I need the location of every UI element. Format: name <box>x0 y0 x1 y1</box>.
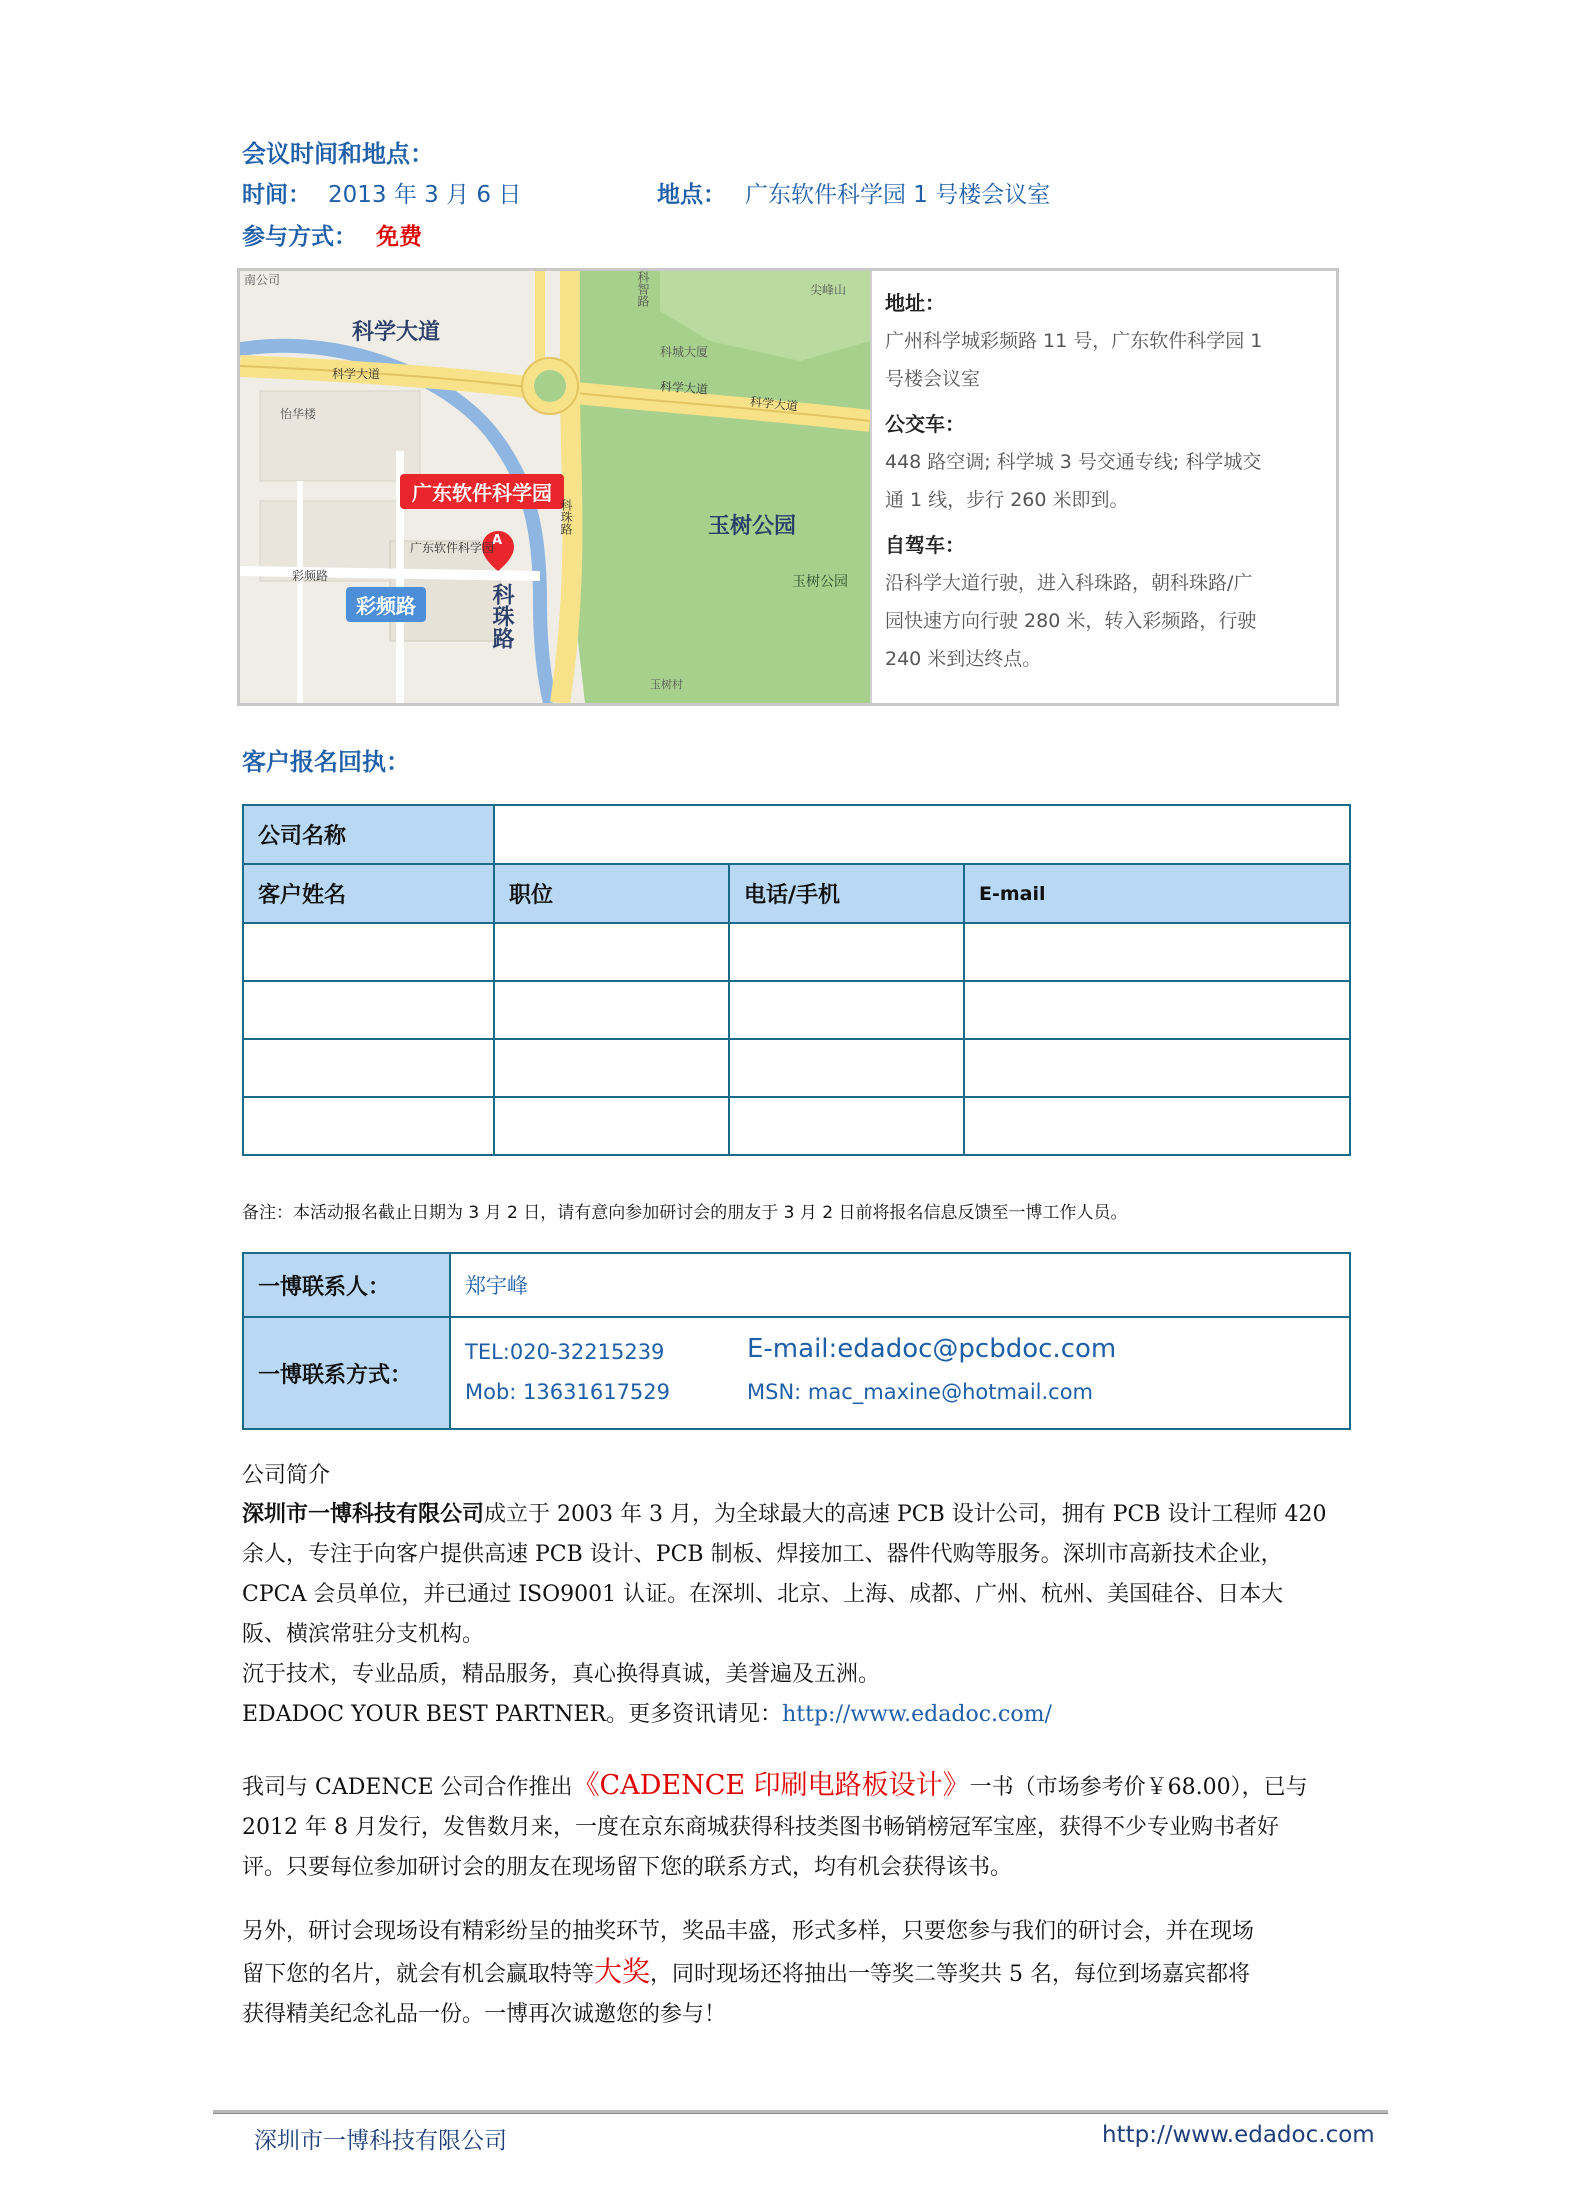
lottery-grand-prize: 大奖 <box>594 1955 651 1988</box>
col-phone: 电话/手机 <box>729 864 964 923</box>
cell-email[interactable] <box>964 1039 1350 1097</box>
col-email: E-mail <box>964 864 1350 923</box>
location-box <box>237 268 1339 706</box>
road-caipin <box>240 571 540 576</box>
mode-value: 免费 <box>376 224 422 250</box>
map-label-kezhi: 科智路 <box>636 271 650 307</box>
contact-table <box>242 1252 1351 1430</box>
address-label: 地址： <box>885 291 945 315</box>
contact-method-label: 一博联系方式： <box>243 1317 450 1429</box>
map-label-yushu-small: 玉树公园 <box>792 574 848 590</box>
map-label-kecheng-dasha: 科城大厦 <box>660 345 709 359</box>
book-title: 《CADENCE 印刷电路板设计》 <box>572 1770 970 1801</box>
time-value: 2013 年 3 月 6 日 <box>328 182 522 208</box>
intro-p3-text: EDADOC YOUR BEST PARTNER。更多资讯请见： <box>242 1702 783 1727</box>
car-label: 自驾车： <box>885 533 965 557</box>
cell-email[interactable] <box>964 923 1350 981</box>
map-label-park-small: 广东软件科学园 <box>410 541 495 555</box>
map-label-yihualou: 怡华楼 <box>280 407 317 421</box>
cell-position[interactable] <box>494 1097 729 1155</box>
map-label-yushu-park: 玉树公园 <box>708 514 797 539</box>
car-line-3: 240 米到达终点。 <box>885 648 1042 670</box>
table-row <box>243 981 1350 1039</box>
intro-paragraph-1 <box>242 1494 1362 1735</box>
lottery-line-2-pre: 留下您的名片，就会有机会赢取特等 <box>242 1962 595 1987</box>
car-line-2: 园快速方向行驶 280 米，转入彩频路，行驶 <box>885 610 1257 632</box>
map-badge-park: 广东软件科学园 <box>400 474 564 509</box>
location-map <box>240 271 872 703</box>
bus-line-2: 通 1 线，步行 260 米即到。 <box>885 489 1129 511</box>
cell-position[interactable] <box>494 923 729 981</box>
table-row <box>243 1097 1350 1155</box>
cell-phone[interactable] <box>729 1039 964 1097</box>
contact-person-value: 郑宇峰 <box>450 1253 1350 1317</box>
map-label-caipin-small: 彩频路 <box>292 569 329 583</box>
cell-name[interactable] <box>243 923 494 981</box>
map-road-label-1: 科学大道 <box>332 367 381 381</box>
lottery-paragraph <box>242 1912 1362 2035</box>
table-row <box>243 923 1350 981</box>
footer-divider <box>213 2110 1388 2114</box>
col-position: 职位 <box>494 864 729 923</box>
map-label-yushu-village: 玉树村 <box>650 678 683 691</box>
registration-section-title: 客户报名回执： <box>242 748 410 776</box>
intro-paragraph-3 <box>242 1695 1362 1735</box>
directions-panel <box>885 277 1330 678</box>
address-line-1: 广州科学城彩频路 11 号，广东软件科学园 1 <box>885 330 1263 352</box>
table-row <box>243 1039 1350 1097</box>
cell-name[interactable] <box>243 1039 494 1097</box>
cell-name[interactable] <box>243 981 494 1039</box>
contact-tel: TEL:020-32215239 <box>465 1340 665 1364</box>
intro-title: 公司简介 <box>242 1463 331 1488</box>
contact-person-label: 一博联系人： <box>243 1253 450 1317</box>
time-label: 时间： <box>242 182 311 208</box>
book-post: 一书（市场参考价￥68.00），已与 <box>969 1775 1308 1800</box>
place-label: 地点： <box>657 182 726 208</box>
meeting-section-title: 会议时间和地点： <box>242 140 434 168</box>
cell-email[interactable] <box>964 981 1350 1039</box>
intro-p1-rest: 成立于 2003 年 3 月，为全球最大的高速 PCB 设计公司，拥有 PCB 设计工程师 420 <box>484 1502 1327 1527</box>
map-badge-caipin: 彩频路 <box>346 587 426 622</box>
cell-phone[interactable] <box>729 981 964 1039</box>
map-label-kexue-dadao: 科学大道 <box>352 320 441 345</box>
lottery-line-2-post: ，同时现场还将抽出一等奖二等奖共 5 名，每位到场嘉宾都将 <box>650 1962 1251 1987</box>
map-label-kezhu-small: 科珠路 <box>559 499 573 535</box>
intro-p1-line-4: 阪、横滨常驻分支机构。 <box>242 1622 485 1647</box>
contact-method-cell <box>450 1317 1350 1429</box>
book-pre: 我司与 CADENCE 公司合作推出 <box>242 1775 573 1800</box>
company-row <box>243 805 1350 864</box>
bus-label: 公交车： <box>885 412 965 436</box>
lottery-line-1: 另外，研讨会现场设有精彩纷呈的抽奖环节，奖品丰盛，形式多样，只要您参与我们的研讨会，并在现场 <box>242 1919 1255 1944</box>
map-road-label-3: 科学大道 <box>749 394 799 414</box>
deadline-note: 备注：本活动报名截止日期为 3 月 2 日，请有意向参加研讨会的朋友于 3 月 2 日前将报名信息反馈至一博工作人员。 <box>242 1203 1128 1223</box>
book-paragraph <box>242 1766 1362 1888</box>
map-marker-letter: A <box>492 533 503 548</box>
cell-name[interactable] <box>243 1097 494 1155</box>
car-line-1: 沿科学大道行驶，进入科珠路，朝科珠路/广 <box>885 572 1253 594</box>
lottery-line-3: 获得精美纪念礼品一份。一博再次诚邀您的参与！ <box>242 2002 727 2027</box>
footer-company: 深圳市一博科技有限公司 <box>254 2128 507 2154</box>
bus-line-1: 448 路空调; 科学城 3 号交通专线; 科学城交 <box>885 451 1262 473</box>
address-line-2: 号楼会议室 <box>885 368 981 390</box>
cell-phone[interactable] <box>729 1097 964 1155</box>
registration-table <box>242 804 1351 1156</box>
map-road-label-2: 科学大道 <box>659 379 709 397</box>
intro-paragraph-2: 沉于技术，专业品质，精品服务，真心换得真诚，美誉遍及五洲。 <box>242 1662 881 1687</box>
map-label-jianfengshan: 尖峰山 <box>810 283 847 297</box>
company-name-label: 公司名称 <box>243 805 494 864</box>
contact-email[interactable]: E-mail:edadoc@pcbdoc.com <box>747 1334 1117 1364</box>
contact-person-row <box>243 1253 1350 1317</box>
cell-phone[interactable] <box>729 923 964 981</box>
contact-msn: MSN: mac_maxine@hotmail.com <box>747 1380 1094 1404</box>
map-label-kezhu-big: 科珠路 <box>489 583 514 649</box>
place-value: 广东软件科学园 1 号楼会议室 <box>745 182 1051 208</box>
map-label-south-company: 南公司 <box>244 273 281 287</box>
mode-label: 参与方式： <box>242 224 357 250</box>
contact-mob: Mob: 13631617529 <box>465 1380 671 1404</box>
company-name-field[interactable] <box>494 805 1350 864</box>
contact-method-row <box>243 1317 1350 1429</box>
cell-position[interactable] <box>494 981 729 1039</box>
intro-company-name: 深圳市一博科技有限公司 <box>242 1501 485 1527</box>
cell-email[interactable] <box>964 1097 1350 1155</box>
book-line-2: 2012 年 8 月发行，发售数月来，一度在京东商城获得科技类图书畅销榜冠军宝座，获得不少专业购书者好 <box>242 1815 1279 1840</box>
cell-position[interactable] <box>494 1039 729 1097</box>
intro-p1-line-2: 余人，专注于向客户提供高速 PCB 设计、PCB 制板、焊接加工、器件代购等服务。深圳市高新技术企业， <box>242 1542 1283 1567</box>
footer-url[interactable]: http://www.edadoc.com <box>1102 2122 1375 2148</box>
intro-website-link[interactable]: http://www.edadoc.com/ <box>782 1702 1052 1727</box>
col-customer-name: 客户姓名 <box>243 864 494 923</box>
column-header-row <box>243 864 1350 923</box>
book-line-3: 评。只要每位参加研讨会的朋友在现场留下您的联系方式，均有机会获得该书。 <box>242 1855 1013 1880</box>
intro-p1-line-3: CPCA 会员单位，并已通过 ISO9001 认证。在深圳、北京、上海、成都、广州、杭州、美国硅谷、日本大 <box>242 1582 1284 1607</box>
